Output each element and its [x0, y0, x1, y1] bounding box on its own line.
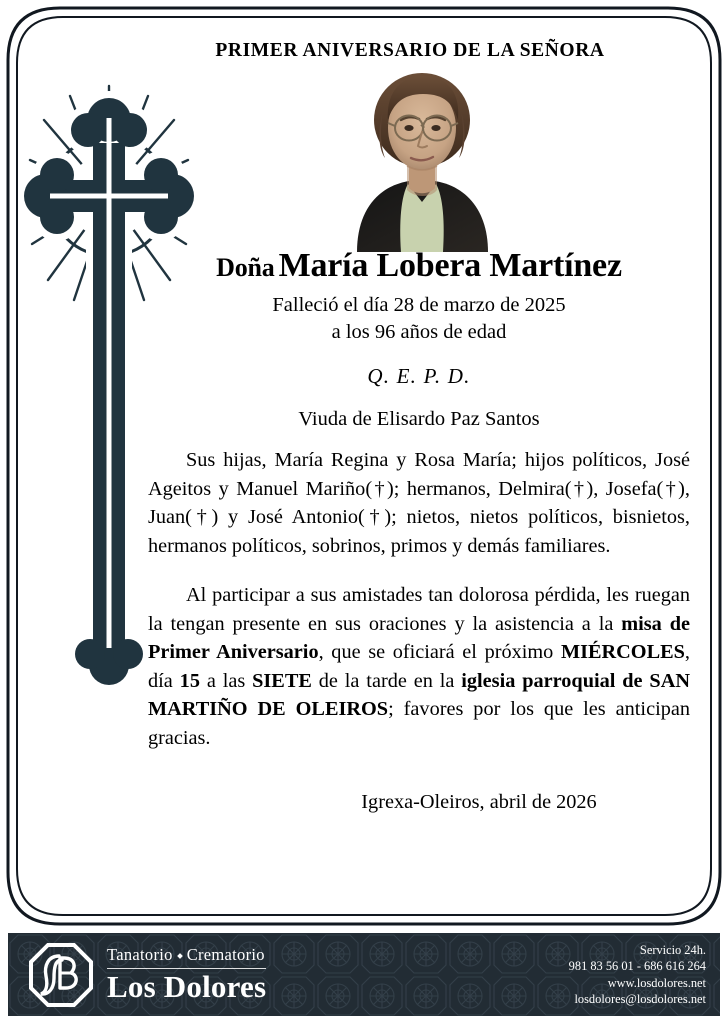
- invitation-bold-day: 15: [179, 669, 200, 692]
- portrait-photo: [335, 62, 510, 252]
- invitation-part-6: ; favores por los que les anticipan gracias.: [148, 698, 690, 749]
- service-hours: Servicio 24h.: [639, 942, 706, 957]
- death-date-line: Falleció el día 28 de marzo de 2025: [272, 293, 566, 316]
- octagon-monogram-icon: [28, 942, 94, 1008]
- phone-numbers[interactable]: 981 83 56 01 - 686 616 264: [568, 959, 706, 974]
- invitation-part-3: , día: [148, 641, 690, 692]
- family-paragraph: Sus hijas, María Regina y Rosa María; hijos políticos, José Ageitos y Manuel Mariño(†); hermanos, Delmira(†), Josefa(†), Juan(†) y José Antonio(†); nietos, nietos políticos, bisnietos, hermanos políticos, sobrinos, primos y demás familiares.: [148, 449, 690, 558]
- diamond-separator-icon: [177, 953, 183, 959]
- invitation-bold-weekday: MIÉRCOLES: [560, 641, 685, 664]
- brand-block: [28, 942, 266, 1008]
- brand-line-1: [107, 947, 266, 964]
- death-details: [148, 292, 690, 347]
- death-age-line: a los 96 años de edad: [331, 320, 507, 343]
- page-title: PRIMER ANIVERSARIO DE LA SEÑORA: [215, 40, 605, 61]
- website-link[interactable]: www.losdolores.net: [607, 975, 706, 990]
- invitation-part-5: de la tarde en la: [311, 669, 462, 692]
- memorial-content: [148, 248, 690, 814]
- footer-band: [8, 933, 720, 1016]
- honorific: Doña: [216, 253, 275, 282]
- invitation-part-2: , que se oficiará el próximo: [318, 641, 561, 664]
- place-and-date: Igrexa-Oleiros, abril de 2026: [361, 790, 597, 813]
- invitation-part-4: a las: [199, 669, 253, 692]
- brand-line-2: Los Dolores: [107, 968, 267, 1004]
- brand-crematorio: Crematorio: [186, 945, 265, 965]
- deceased-name: María Lobera Martínez: [278, 247, 622, 284]
- deceased-name-line: [148, 248, 690, 284]
- email-link[interactable]: losdolores@losdolores.net: [574, 991, 706, 1006]
- widow-line: Viuda de Elisardo Paz Santos: [298, 408, 540, 431]
- brand-tanatorio: Tanatorio: [107, 945, 173, 965]
- invitation-part-1: Al participar a sus amistades tan dolorosa pérdida, les ruegan la tengan presente en sus oraciones y la asistencia a la: [148, 583, 690, 635]
- invitation-bold-mass: misa de Primer Aniversario: [148, 612, 690, 664]
- brand-text: [107, 947, 266, 1002]
- contact-block: [569, 942, 706, 1008]
- qepd-text: Q. E. P. D.: [367, 364, 471, 389]
- invitation-paragraph: [148, 581, 690, 753]
- invitation-bold-hour: SIETE: [252, 669, 312, 692]
- invitation-bold-church: iglesia parroquial de SAN MARTIÑO DE OLEIROS: [148, 669, 691, 721]
